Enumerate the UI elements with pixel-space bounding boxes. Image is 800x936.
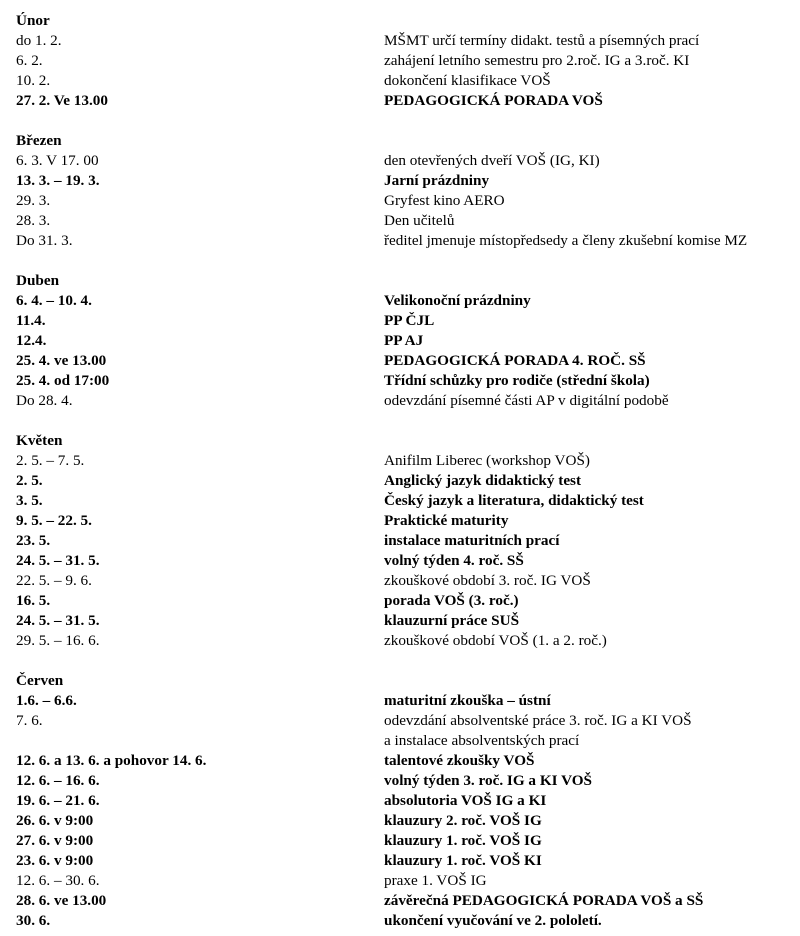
row-date: 24. 5. – 31. 5. bbox=[16, 552, 100, 569]
row-event: zahájení letního semestru pro 2.roč. IG a 3.roč. KI bbox=[384, 52, 690, 69]
schedule-row bbox=[16, 151, 800, 171]
row-date: 6. 3. V 17. 00 bbox=[16, 152, 99, 169]
row-date: 23. 5. bbox=[16, 532, 51, 549]
row-event: volný týden 4. roč. SŠ bbox=[384, 552, 524, 569]
row-event: instalace maturitních prací bbox=[384, 532, 560, 549]
month-section bbox=[16, 11, 800, 111]
row-event: praxe 1. VOŠ IG bbox=[384, 872, 487, 889]
row-event: PP AJ bbox=[384, 332, 424, 349]
month-heading: Březen bbox=[16, 132, 62, 149]
row-date: Do 28. 4. bbox=[16, 392, 73, 409]
row-event: klauzury 1. roč. VOŠ KI bbox=[384, 852, 542, 869]
row-date: 6. 2. bbox=[16, 52, 43, 69]
row-date: 27. 6. v 9:00 bbox=[16, 832, 94, 849]
month-heading: Květen bbox=[16, 432, 63, 449]
schedule-row bbox=[16, 851, 800, 871]
month-section bbox=[16, 671, 800, 931]
row-event: ředitel jmenuje místopředsedy a členy zkušební komise MZ bbox=[384, 232, 748, 249]
schedule-row bbox=[16, 531, 800, 551]
row-date: 29. 5. – 16. 6. bbox=[16, 632, 100, 649]
row-event: klauzury 2. roč. VOŠ IG bbox=[384, 812, 542, 829]
row-event: Jarní prázdniny bbox=[384, 172, 490, 189]
schedule-row bbox=[16, 711, 800, 731]
schedule-row bbox=[16, 491, 800, 511]
row-date: 2. 5. – 7. 5. bbox=[16, 452, 85, 469]
row-event: zkouškové období VOŠ (1. a 2. roč.) bbox=[384, 632, 607, 649]
schedule-row bbox=[16, 691, 800, 711]
schedule-row bbox=[16, 731, 800, 751]
row-event: MŠMT určí termíny didakt. testů a písemných prací bbox=[384, 32, 700, 49]
schedule-row bbox=[16, 571, 800, 591]
schedule-row bbox=[16, 791, 800, 811]
row-event: maturitní zkouška – ústní bbox=[384, 692, 551, 709]
row-date: 9. 5. – 22. 5. bbox=[16, 512, 92, 529]
row-event: Český jazyk a literatura, didaktický test bbox=[384, 492, 644, 509]
schedule-row bbox=[16, 291, 800, 311]
row-date: 3. 5. bbox=[16, 492, 43, 509]
row-date: 26. 6. v 9:00 bbox=[16, 812, 94, 829]
row-date: Do 31. 3. bbox=[16, 232, 73, 249]
schedule-row bbox=[16, 871, 800, 891]
schedule-row bbox=[16, 771, 800, 791]
schedule-row bbox=[16, 311, 800, 331]
row-event: Anifilm Liberec (workshop VOŠ) bbox=[384, 452, 590, 469]
row-event: den otevřených dveří VOŠ (IG, KI) bbox=[384, 152, 600, 169]
row-event: volný týden 3. roč. IG a KI VOŠ bbox=[384, 772, 592, 789]
month-heading: Červen bbox=[16, 672, 64, 689]
row-event: zkouškové období 3. roč. IG VOŠ bbox=[384, 572, 591, 589]
row-event: porada VOŠ (3. roč.) bbox=[384, 592, 519, 609]
row-event: Gryfest kino AERO bbox=[384, 192, 505, 209]
row-event: ukončení vyučování ve 2. pololetí. bbox=[384, 912, 602, 929]
row-date: 12. 6. – 16. 6. bbox=[16, 772, 100, 789]
row-date: 25. 4. od 17:00 bbox=[16, 372, 110, 389]
row-event: talentové zkoušky VOŠ bbox=[384, 752, 535, 769]
row-event: PEDAGOGICKÁ PORADA 4. ROČ. SŠ bbox=[384, 352, 646, 369]
row-date: 6. 4. – 10. 4. bbox=[16, 292, 92, 309]
schedule-row bbox=[16, 831, 800, 851]
row-event: Den učitelů bbox=[384, 212, 455, 229]
row-date: 19. 6. – 21. 6. bbox=[16, 792, 100, 809]
row-event: odevzdání absolventské práce 3. roč. IG a KI VOŠ bbox=[384, 712, 692, 729]
schedule-row bbox=[16, 451, 800, 471]
row-event: Praktické maturity bbox=[384, 512, 509, 529]
row-date: 24. 5. – 31. 5. bbox=[16, 612, 100, 629]
row-event: Třídní schůzky pro rodiče (střední škola) bbox=[384, 372, 650, 389]
row-date: 10. 2. bbox=[16, 72, 51, 89]
row-date: 12. 6. – 30. 6. bbox=[16, 872, 100, 889]
month-section bbox=[16, 431, 800, 651]
schedule-row bbox=[16, 191, 800, 211]
schedule-row bbox=[16, 71, 800, 91]
row-event: dokončení klasifikace VOŠ bbox=[384, 72, 551, 89]
schedule-row bbox=[16, 631, 800, 651]
row-date: 25. 4. ve 13.00 bbox=[16, 352, 107, 369]
row-event: PP ČJL bbox=[384, 312, 435, 329]
row-event: závěrečná PEDAGOGICKÁ PORADA VOŠ a SŠ bbox=[384, 892, 704, 909]
row-date: 2. 5. bbox=[16, 472, 43, 489]
row-date: 12.4. bbox=[16, 332, 47, 349]
row-date: 16. 5. bbox=[16, 592, 51, 609]
row-date: 22. 5. – 9. 6. bbox=[16, 572, 92, 589]
schedule-row bbox=[16, 471, 800, 491]
row-event: klauzurní práce SUŠ bbox=[384, 612, 520, 629]
schedule-row bbox=[16, 171, 800, 191]
row-date: 11.4. bbox=[16, 312, 46, 329]
row-date: 13. 3. – 19. 3. bbox=[16, 172, 100, 189]
row-event: Anglický jazyk didaktický test bbox=[384, 472, 582, 489]
schedule-row bbox=[16, 591, 800, 611]
row-event: a instalace absolventských prací bbox=[384, 732, 580, 749]
row-date: 1.6. – 6.6. bbox=[16, 692, 77, 709]
schedule-row bbox=[16, 891, 800, 911]
schedule-row bbox=[16, 611, 800, 631]
schedule-row bbox=[16, 31, 800, 51]
schedule-row bbox=[16, 511, 800, 531]
row-date: 7. 6. bbox=[16, 712, 43, 729]
schedule-row bbox=[16, 911, 800, 931]
schedule-row bbox=[16, 391, 800, 411]
row-date: 12. 6. a 13. 6. a pohovor 14. 6. bbox=[16, 752, 207, 769]
schedule-row bbox=[16, 551, 800, 571]
row-event: absolutoria VOŠ IG a KI bbox=[384, 792, 547, 809]
month-heading: Únor bbox=[16, 12, 50, 29]
schedule-row bbox=[16, 91, 800, 111]
row-event: klauzury 1. roč. VOŠ IG bbox=[384, 832, 542, 849]
row-date: do 1. 2. bbox=[16, 32, 62, 49]
row-date: 27. 2. Ve 13.00 bbox=[16, 92, 108, 109]
row-date: 28. 3. bbox=[16, 212, 51, 229]
row-event: Velikonoční prázdniny bbox=[384, 292, 531, 309]
row-date: 30. 6. bbox=[16, 912, 51, 929]
schedule-row bbox=[16, 371, 800, 391]
schedule-row bbox=[16, 211, 800, 231]
schedule-row bbox=[16, 811, 800, 831]
row-date: 23. 6. v 9:00 bbox=[16, 852, 94, 869]
row-event: PEDAGOGICKÁ PORADA VOŠ bbox=[384, 92, 603, 109]
schedule-row bbox=[16, 751, 800, 771]
row-event: odevzdání písemné části AP v digitální podobě bbox=[384, 392, 669, 409]
row-date bbox=[16, 731, 384, 751]
month-section bbox=[16, 131, 800, 251]
month-heading: Duben bbox=[16, 272, 60, 289]
month-section bbox=[16, 271, 800, 411]
schedule-row bbox=[16, 51, 800, 71]
schedule-row bbox=[16, 351, 800, 371]
schedule-row bbox=[16, 331, 800, 351]
row-date: 29. 3. bbox=[16, 192, 51, 209]
row-date: 28. 6. ve 13.00 bbox=[16, 892, 107, 909]
schedule-row bbox=[16, 231, 800, 251]
